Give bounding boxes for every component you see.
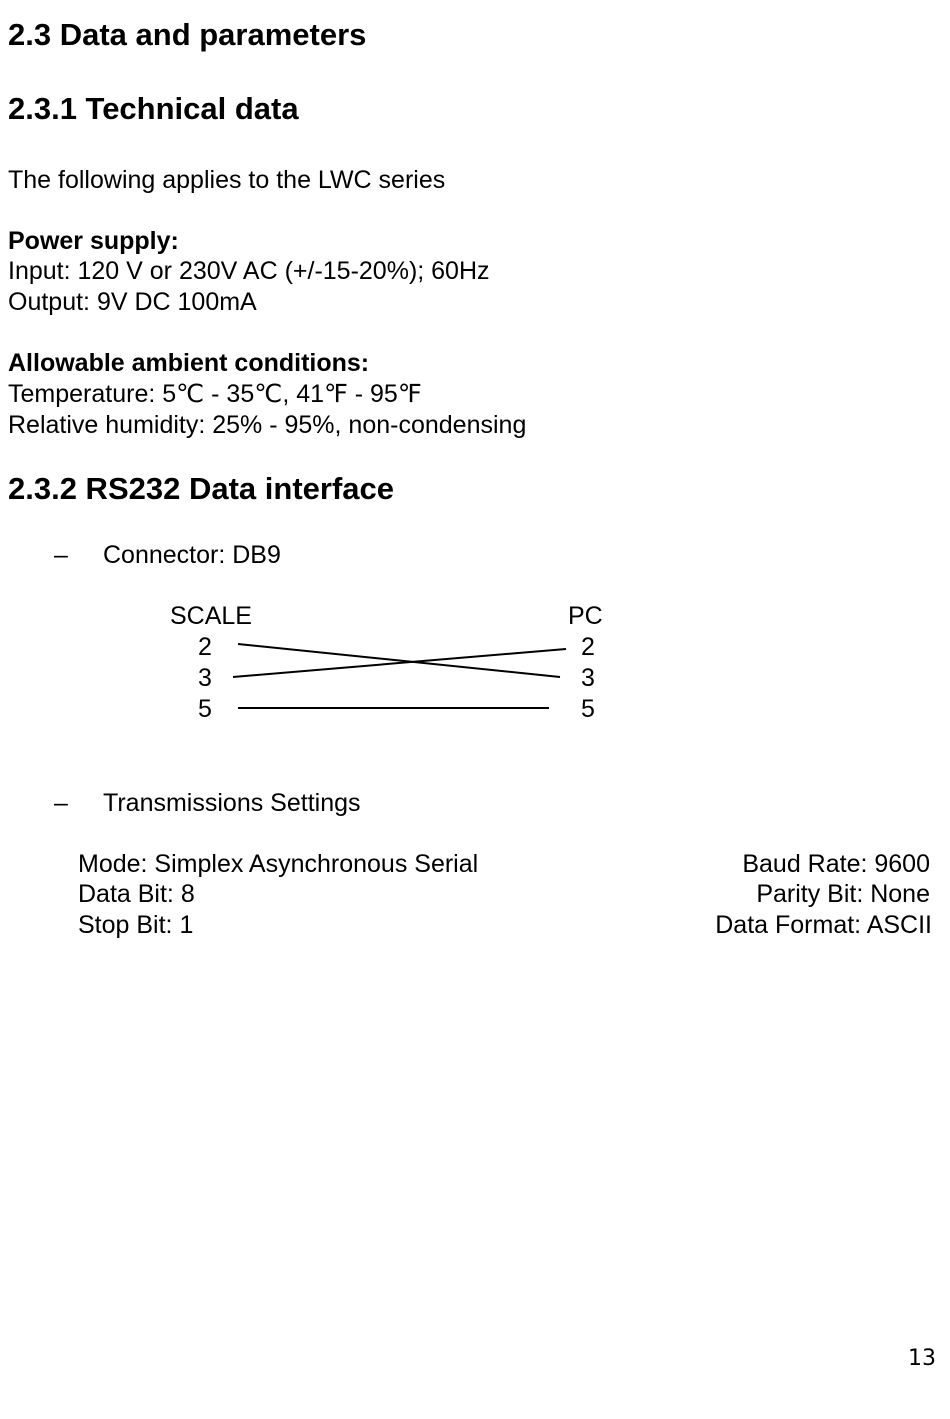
rs232-title: 2.3.2 RS232 Data interface bbox=[8, 471, 394, 506]
scale-label: SCALE bbox=[170, 602, 252, 630]
setting-baud-rate: Baud Rate: 9600 bbox=[742, 850, 930, 878]
setting-mode: Mode: Simplex Asynchronous Serial bbox=[78, 850, 479, 878]
pc-pin: 2 bbox=[581, 633, 595, 661]
humidity-text: Relative humidity: 25% - 95%, non-condensing bbox=[8, 411, 527, 439]
technical-data-title: 2.3.1 Technical data bbox=[8, 91, 299, 126]
setting-data-format: Data Format: ASCII bbox=[715, 911, 932, 939]
power-output-text: Output: 9V DC 100mA bbox=[8, 288, 257, 316]
setting-stop-bit: Stop Bit: 1 bbox=[78, 911, 194, 939]
setting-data-bit: Data Bit: 8 bbox=[78, 880, 195, 908]
page-number: 13 bbox=[908, 1346, 936, 1371]
bullet-dash-connector: – bbox=[54, 541, 68, 569]
pc-pin: 3 bbox=[581, 664, 595, 692]
transmission-heading: Transmissions Settings bbox=[103, 789, 361, 817]
ambient-conditions-heading: Allowable ambient conditions: bbox=[8, 349, 370, 377]
pc-pin: 5 bbox=[581, 695, 595, 723]
scale-pin: 2 bbox=[198, 633, 212, 661]
connector-text: Connector: DB9 bbox=[103, 541, 281, 569]
setting-parity-bit: Parity Bit: None bbox=[756, 880, 930, 908]
scale-pin: 3 bbox=[198, 664, 212, 692]
intro-text: The following applies to the LWC series bbox=[8, 166, 446, 194]
scale-pin: 5 bbox=[198, 695, 212, 723]
temperature-text: Temperature: 5℃ - 35℃, 41℉ - 95℉ bbox=[8, 380, 422, 408]
bullet-dash-transmission: – bbox=[54, 789, 68, 817]
pc-label: PC bbox=[568, 602, 603, 630]
power-input-text: Input: 120 V or 230V AC (+/-15-20%); 60Hz bbox=[8, 257, 490, 285]
power-supply-heading: Power supply: bbox=[8, 227, 179, 255]
section-title: 2.3 Data and parameters bbox=[8, 17, 367, 52]
